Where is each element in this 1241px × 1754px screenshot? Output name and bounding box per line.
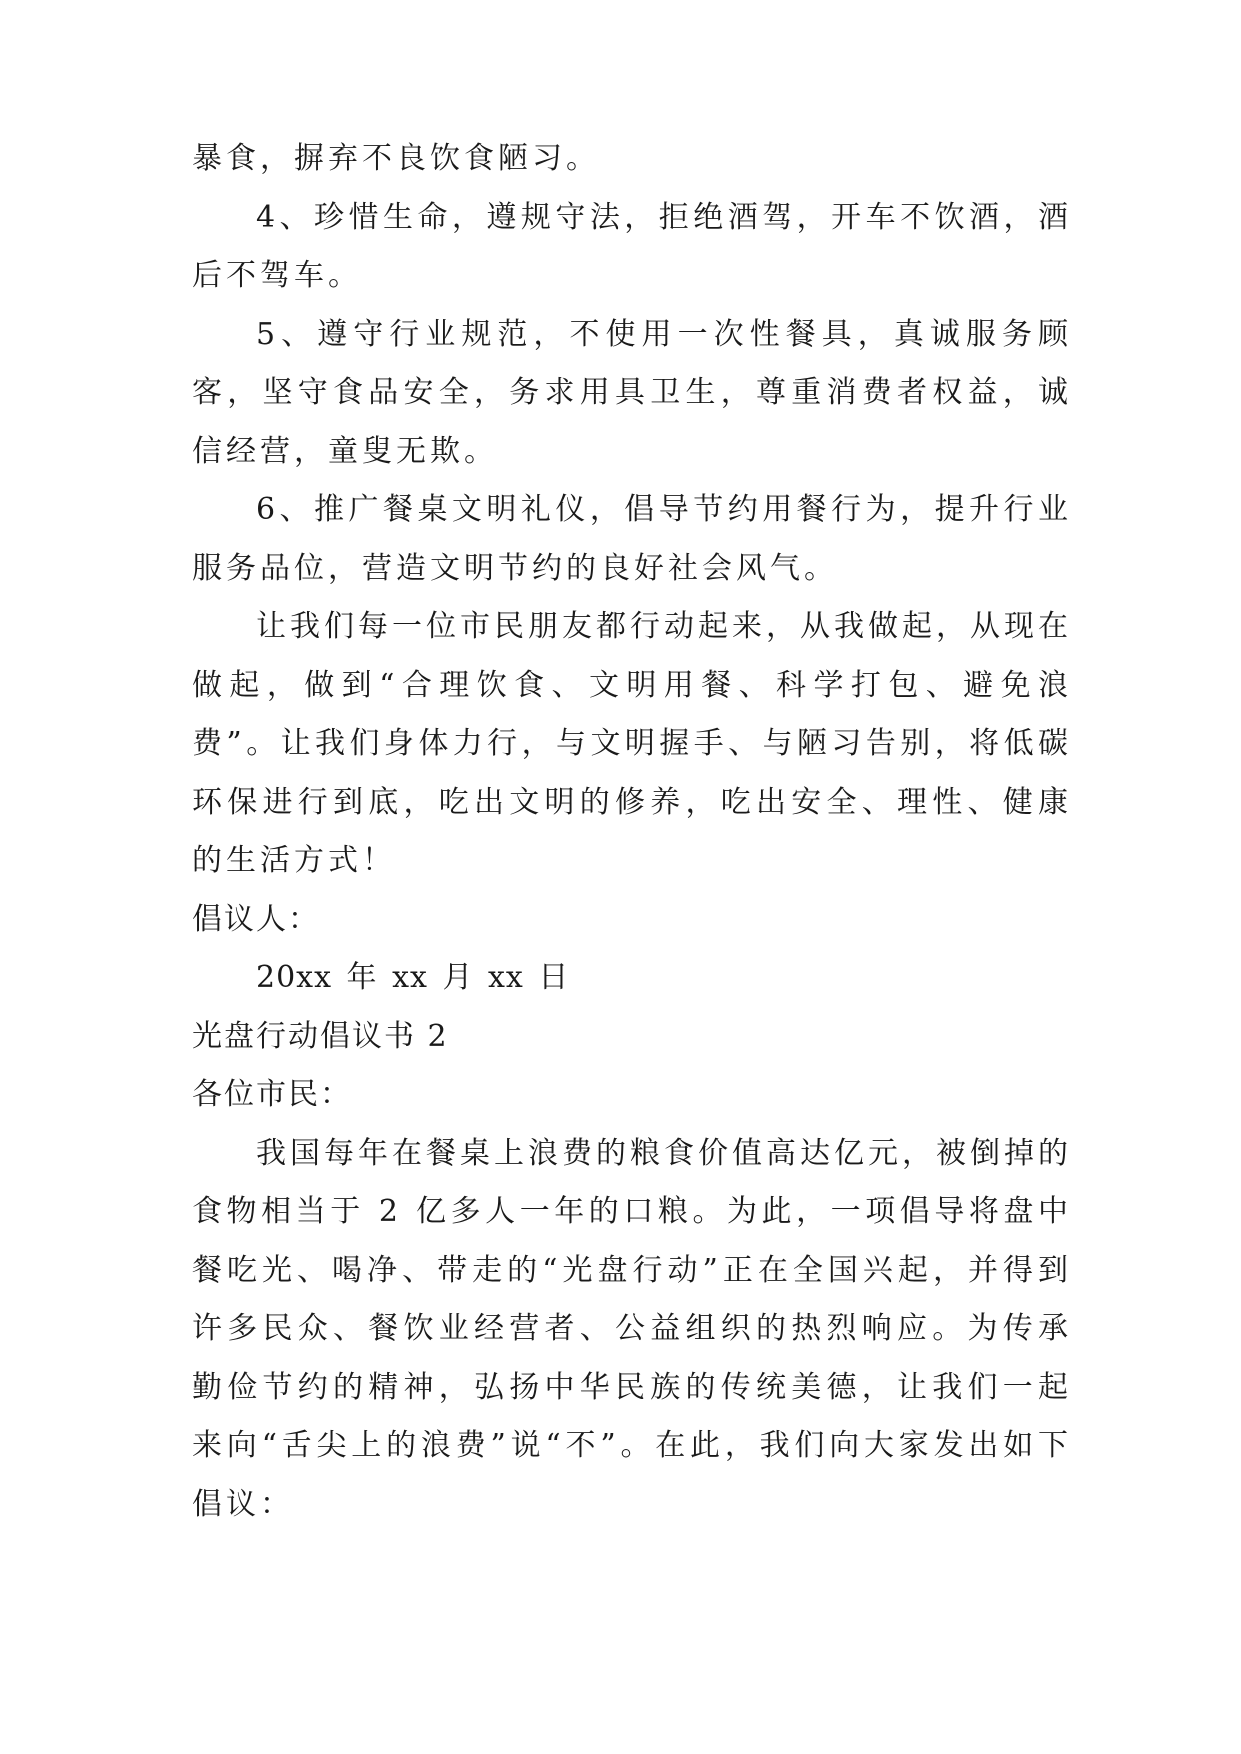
paragraph-call-to-action: 让我们每一位市民朋友都行动起来，从我做起，从现在做起，做到“合理饮食、文明用餐、科学打包、避免浪费”。让我们身体力行，与文明握手、与陋习告别，将低碳环保进行到底，吃出文明的修养，吃出安全、理性、健康的生活方式！ [192, 609, 1072, 878]
greeting: 各位市民： [192, 1077, 352, 1112]
section-title: 光盘行动倡议书 2 [192, 1018, 449, 1054]
paragraph-item-6: 6、推广餐桌文明礼仪，倡导节约用餐行为，提升行业服务品位，营造文明节约的良好社会风气。 [192, 492, 1072, 586]
document-page [192, 130, 1072, 1534]
signature-label: 倡议人： [192, 901, 320, 937]
paragraph-item-4: 4、珍惜生命，遵规守法，拒绝酒驾，开车不饮酒，酒后不驾车。 [192, 199, 1072, 293]
paragraph-continuation: 暴食，摒弃不良饮食陋习。 [192, 141, 600, 176]
paragraph-body-2: 我国每年在餐桌上浪费的粮食价值高达亿元，被倒掉的食物相当于 2 亿多人一年的口粮。为此，一项倡导将盘中餐吃光、喝净、带走的“光盘行动”正在全国兴起，并得到许多民众、餐饮业经营者、公益组织的热烈响应。为传承勤俭节约的精神，弘扬中华民族的传统美德，让我们一起来向“舌尖上的浪费”说“不”。在此，我们向大家发出如下倡议： [192, 1135, 1072, 1522]
paragraph-item-5: 5、遵守行业规范，不使用一次性餐具，真诚服务顾客，坚守食品安全，务求用具卫生，尊重消费者权益，诚信经营，童叟无欺。 [192, 316, 1072, 469]
date-line: 20xx 年 xx 月 xx 日 [256, 960, 570, 995]
